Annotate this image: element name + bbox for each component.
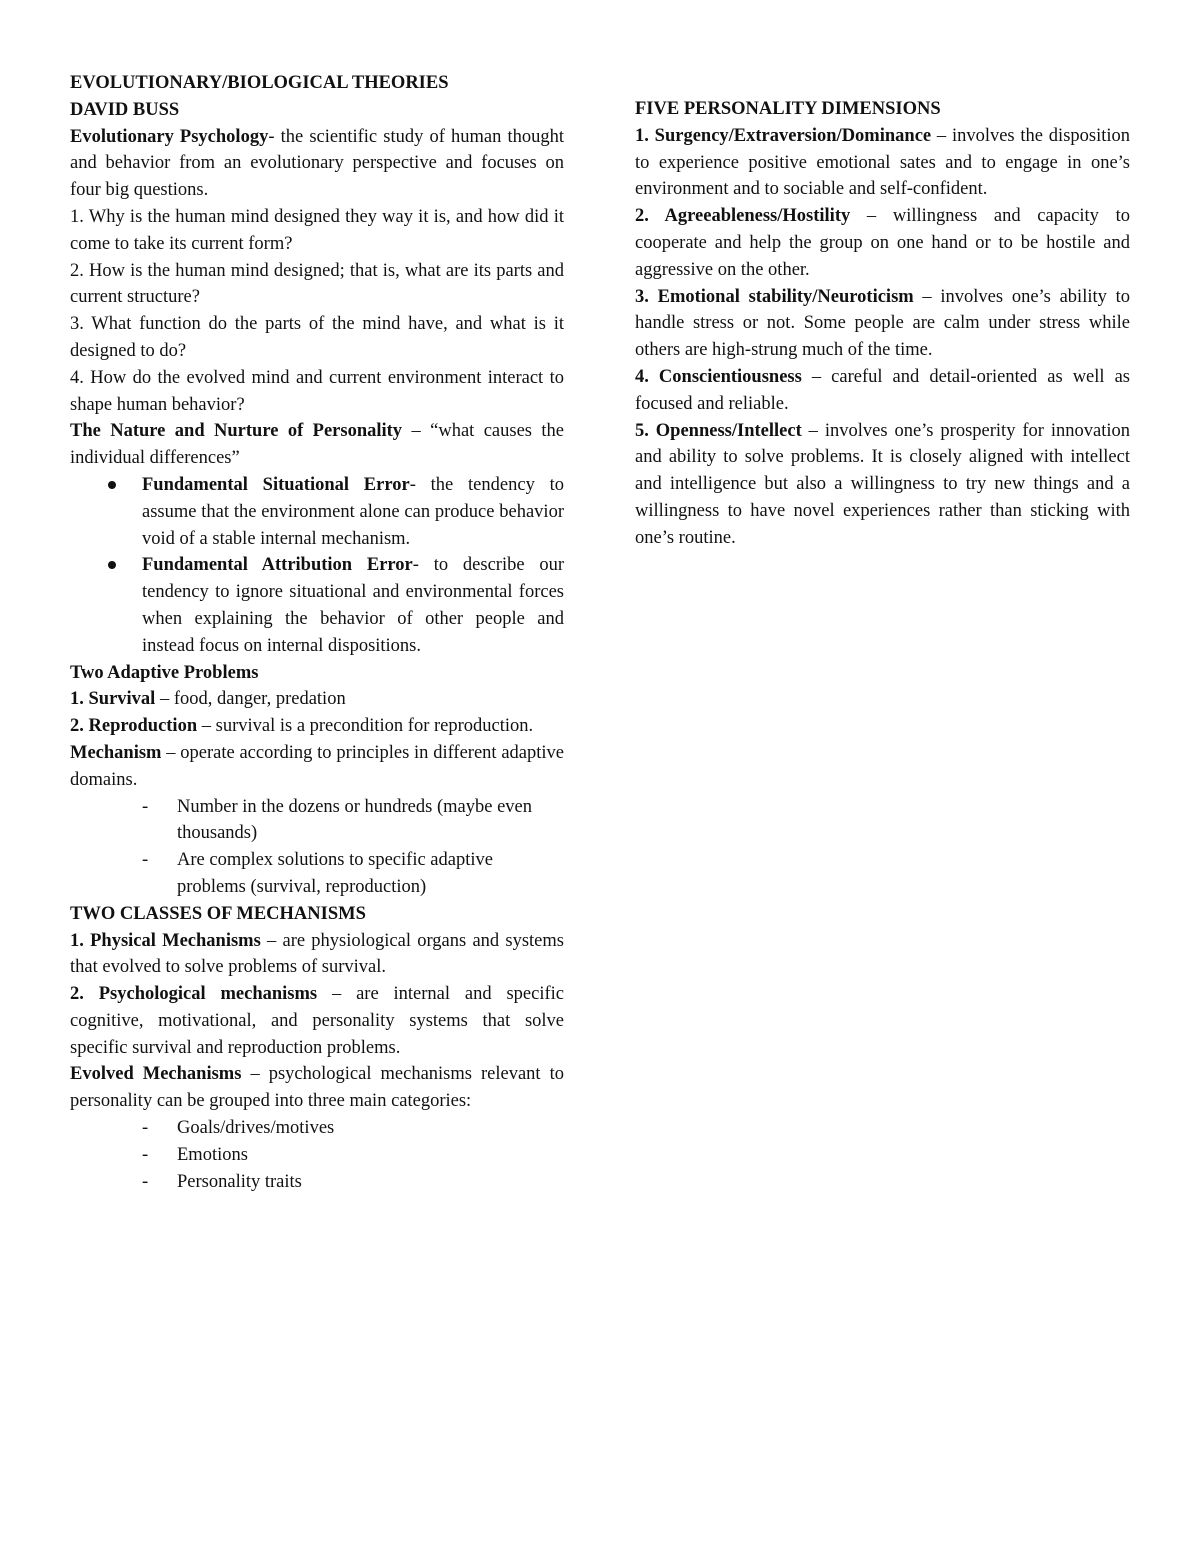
page-title: EVOLUTIONARY/BIOLOGICAL THEORIES bbox=[70, 73, 449, 93]
list-item: Fundamental Situational Error- the tendency to assume that the environment alone can produce behavior void of a stable internal mechanism. bbox=[70, 472, 564, 552]
dimensions-heading: FIVE PERSONALITY DIMENSIONS bbox=[635, 99, 941, 119]
class-item: 1. Physical Mechanisms – are physiological organs and systems that evolved to solve problems of survival. bbox=[70, 930, 564, 978]
dimension-item: 2. Agreeableness/Hostility – willingness and capacity to cooperate and help the group on one hand or to be hostile and aggressive on the other. bbox=[635, 206, 1130, 280]
list-item: - Emotions bbox=[70, 1142, 564, 1169]
dimension-item: 1. Surgency/Extraversion/Dominance – involves the disposition to experience positive emotional sates and to engage in one’s environment and to sociable and self-confident. bbox=[635, 125, 1131, 200]
mechanism-list bbox=[70, 794, 564, 901]
classes-heading: TWO CLASSES OF MECHANISMS bbox=[70, 903, 366, 924]
question-item: 2. How is the human mind designed; that is, what are its parts and current structure? bbox=[70, 260, 564, 308]
dash-icon: - bbox=[142, 1144, 149, 1165]
list-item: - Are complex solutions to specific adaptive problems (survival, reproduction) bbox=[70, 847, 564, 901]
right-column bbox=[635, 96, 1130, 552]
evolved-mechanisms-definition: Evolved Mechanisms – psychological mechanisms relevant to personality can be grouped into three main categories: bbox=[70, 1064, 564, 1112]
list-item: Fundamental Attribution Error- to describe our tendency to ignore situational and environmental forces when explaining the behavior of other people and instead focus on internal dispositions. bbox=[70, 552, 564, 659]
left-column bbox=[70, 70, 564, 1195]
question-item: 3. What function do the parts of the mind have, and what is it designed to do? bbox=[70, 314, 564, 361]
dash-icon: - bbox=[142, 1171, 149, 1192]
adaptive-problem-item: 1. Survival – food, danger, predation bbox=[70, 689, 346, 710]
dimension-item: 5. Openness/Intellect – involves one’s prosperity for innovation and ability to solve problems. It is closely aligned with intellect and intelligence but also a willingness to try new things and a willingness to have novel experiences rather than sticking with one’s routine. bbox=[635, 420, 1130, 548]
dimension-item: 3. Emotional stability/Neuroticism – involves one’s ability to handle stress or not. Some people are calm under stress while others are high-strung much of the time. bbox=[635, 286, 1130, 361]
bullet-icon bbox=[108, 481, 116, 489]
list-item: - Number in the dozens or hundreds (maybe even thousands) bbox=[70, 794, 564, 848]
adaptive-problems-heading: Two Adaptive Problems bbox=[70, 662, 259, 683]
adaptive-problem-item: 2. Reproduction – survival is a precondition for reproduction. bbox=[70, 716, 534, 737]
dash-icon: - bbox=[142, 1118, 149, 1139]
class-item: 2. Psychological mechanisms – are internal and specific cognitive, motivational, and personality systems that solve specific survival and reproduction problems. bbox=[70, 984, 564, 1058]
nature-nurture-definition: The Nature and Nurture of Personality – “what causes the individual differences” bbox=[70, 421, 564, 469]
mechanism-definition: Mechanism – operate according to principles in different adaptive domains. bbox=[70, 742, 564, 790]
dash-icon: - bbox=[142, 850, 149, 871]
list-item: - Personality traits bbox=[70, 1169, 564, 1196]
evolved-list bbox=[70, 1115, 564, 1195]
dimension-item: 4. Conscientiousness – careful and detail-oriented as well as focused and reliable. bbox=[635, 366, 1130, 414]
evolutionary-psychology-definition: Evolutionary Psychology- the scientific study of human thought and behavior from an evolutionary perspective and focuses on four big questions. bbox=[70, 126, 564, 201]
question-item: 4. How do the evolved mind and current environment interact to shape human behavior? bbox=[70, 367, 564, 415]
error-list bbox=[70, 472, 564, 660]
dash-icon: - bbox=[142, 796, 149, 817]
author-heading: DAVID BUSS bbox=[70, 99, 180, 120]
question-item: 1. Why is the human mind designed they way it is, and how did it come to take its current form? bbox=[70, 206, 564, 254]
list-item: - Goals/drives/motives bbox=[70, 1115, 564, 1142]
bullet-icon bbox=[108, 561, 116, 569]
